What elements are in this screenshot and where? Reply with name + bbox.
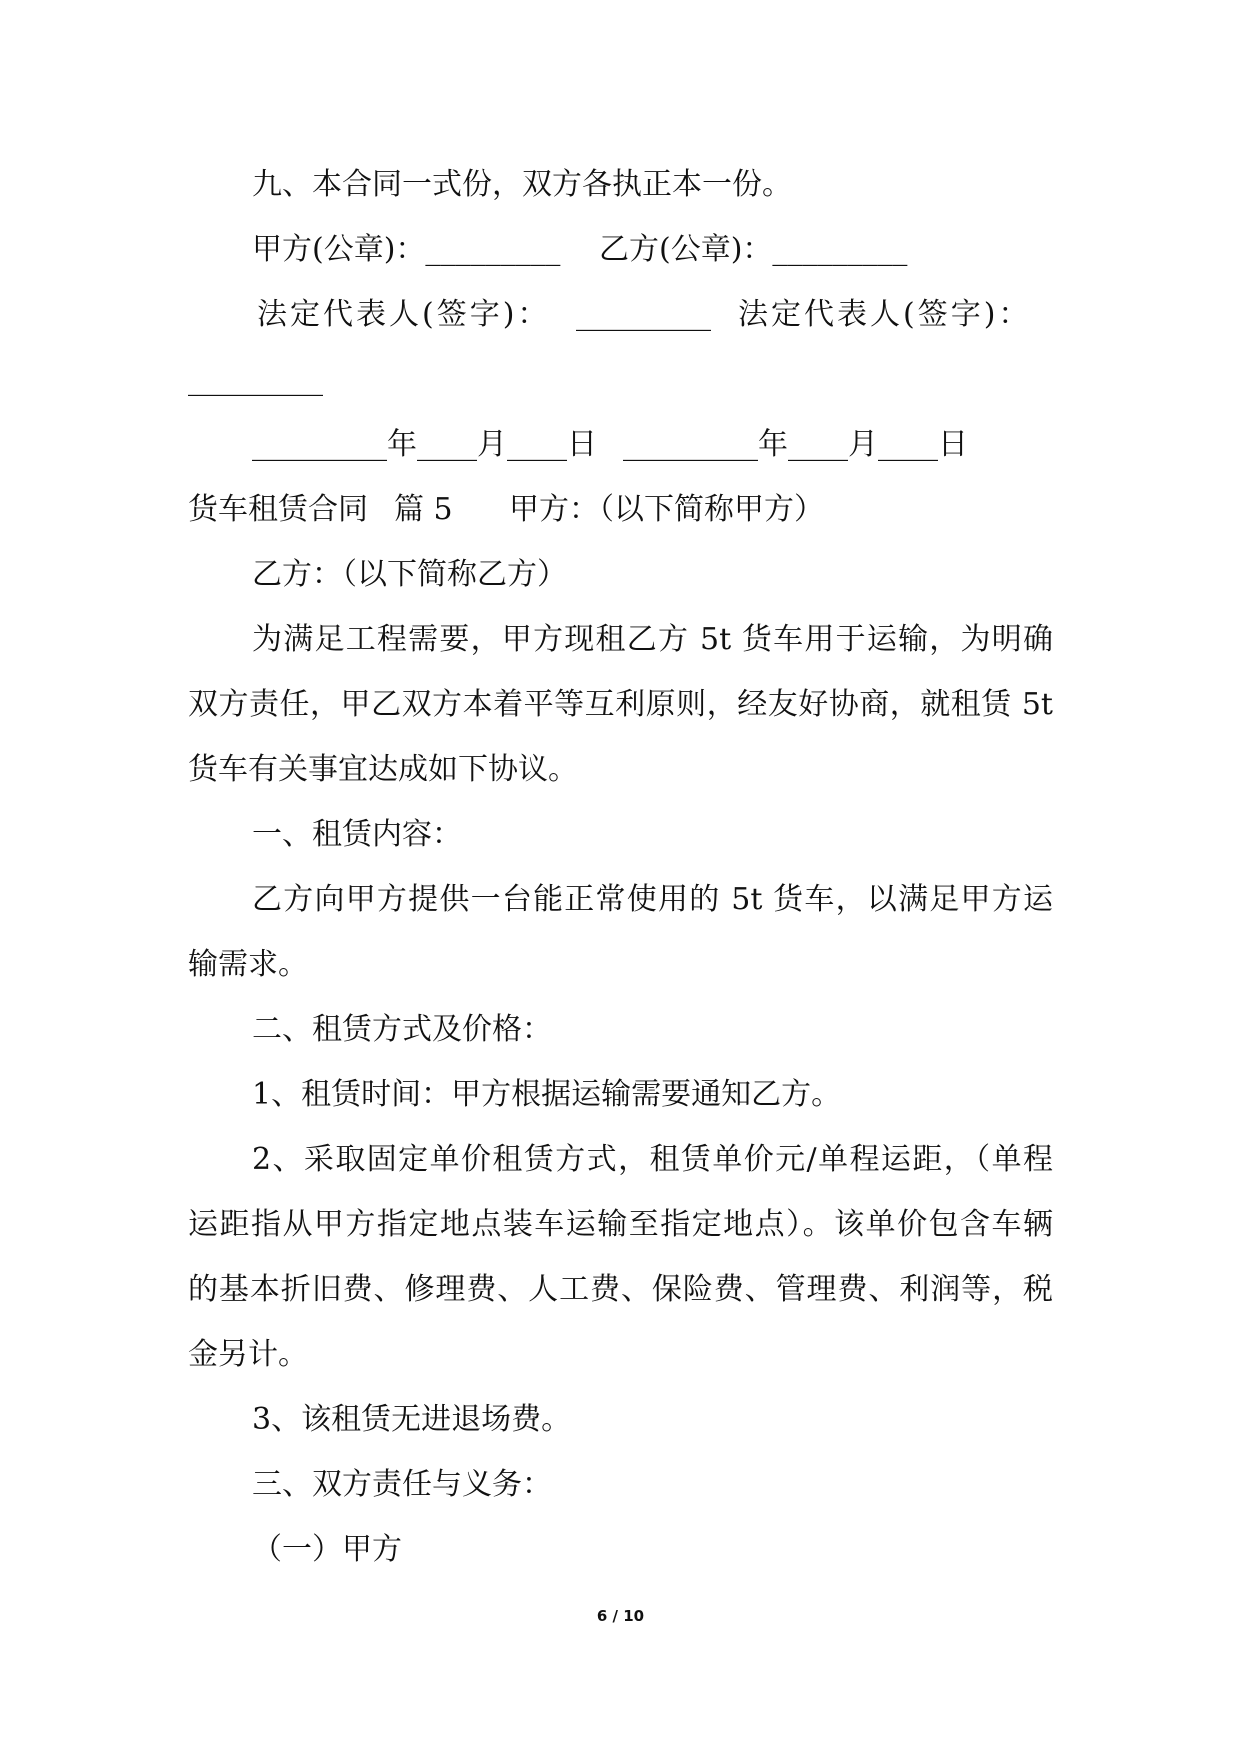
contract-number: 篇 5 [394, 492, 453, 527]
date-line [0, 412, 1241, 477]
party-b-representative-blank: _________ [188, 362, 323, 397]
page-number: 6 / 10 [596, 1607, 645, 1625]
party-a-date-field: _________年____月____日 [252, 427, 597, 462]
preamble-line-2: 双方责任，甲乙双方本着平等互利原则，经友好协商，就租赁 5t [188, 687, 1053, 722]
section-1-body-line-2: 输需求。 [188, 947, 308, 982]
preamble-line-1: 为满足工程需要，甲方现租乙方 5t 货车用于运输，为明确 [252, 622, 1053, 657]
contract-title-line [0, 477, 1241, 542]
section-2-title: 二、租赁方式及价格： [252, 1012, 552, 1047]
section-3-subsection-1: （一）甲方 [252, 1532, 402, 1567]
section-2-item-2-line-1: 2、采取固定单价租赁方式，租赁单价元/单程运距，（单程 [252, 1142, 1053, 1177]
party-a-intro: 甲方：（以下简称甲方） [509, 492, 824, 527]
section-2-item-1: 1、租赁时间：甲方根据运输需要通知乙方。 [252, 1077, 842, 1112]
party-a-representative-blank: _________ [576, 297, 711, 332]
section-2-item-2-line-2: 运距指从甲方指定地点装车运输至指定地点）。该单价包含车辆 [188, 1207, 1053, 1242]
clause-9-line: 九、本合同一式份，双方各执正本一份。 [252, 167, 792, 202]
section-2-item-2-line-3: 的基本折旧费、修理费、人工费、保险费、管理费、利润等，税 [188, 1272, 1053, 1307]
party-b-date-field: _________年____月____日 [623, 427, 968, 462]
party-b-representative-label: 法定代表人(签字)： [738, 297, 1032, 332]
party-a-seal-field: 甲方(公章)：_________ [252, 232, 561, 267]
section-1-body-line-1: 乙方向甲方提供一台能正常使用的 5t 货车，以满足甲方运 [252, 882, 1053, 917]
section-2-item-3: 3、该租赁无进退场费。 [252, 1402, 572, 1437]
party-b-seal-field: 乙方(公章)：_________ [599, 232, 908, 267]
section-1-title: 一、租赁内容： [252, 817, 462, 852]
party-b-intro: 乙方：（以下简称乙方） [252, 557, 567, 592]
contract-heading: 货车租赁合同 [188, 492, 368, 527]
section-2-item-2-line-4: 金另计。 [188, 1337, 308, 1372]
party-a-representative-label: 法定代表人(签字)： [257, 297, 551, 332]
document-body [0, 152, 1241, 1582]
representative-signature-line [0, 282, 1241, 347]
section-3-title: 三、双方责任与义务： [252, 1467, 552, 1502]
preamble-line-3: 货车有关事宜达成如下协议。 [188, 752, 578, 787]
seal-signature-line [0, 217, 1241, 282]
